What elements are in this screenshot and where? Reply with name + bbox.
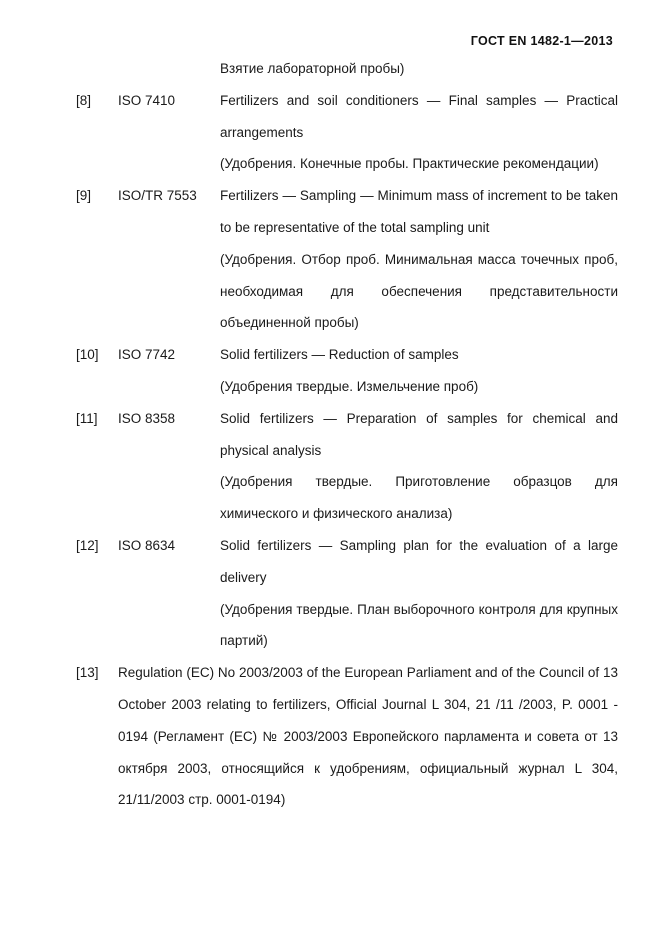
reference-entry-9 xyxy=(76,180,618,339)
ref-code: ISO 7410 xyxy=(118,92,176,108)
ref-texts xyxy=(220,180,618,339)
ref-title: Regulation (EC) No 2003/2003 of the European Parliament and of the Council of 13 October 2003 relating to fertilizers, Official Journal L 304, 21 /11 /2003, P. 0001 - 0194 (Регламент (ЕС) № 2003/2003 Европейского парламента и совета от 13 октября 2003, относящийся к удобрениям, официальный журнал L 304, 21/11/2003 стр. 0001-0194) xyxy=(118,665,618,808)
ref-number: [10] xyxy=(76,347,99,363)
ref-code: ISO 7742 xyxy=(118,347,176,363)
reference-entry-11 xyxy=(76,403,618,530)
ref-title-en: Solid fertilizers — Preparation of samples for chemical and physical analysis xyxy=(220,410,618,458)
ref-number: [13] xyxy=(76,665,99,681)
ref-title-ru: (Удобрения. Конечные пробы. Практические рекомендации) xyxy=(220,156,599,172)
ref-texts xyxy=(220,85,618,180)
ref-title-ru: (Удобрения твердые. Измельчение проб) xyxy=(220,378,479,394)
ref-number: [8] xyxy=(76,92,92,108)
reference-entry-12 xyxy=(76,530,618,657)
ref-texts xyxy=(118,657,618,816)
ref-code: ISO 8634 xyxy=(118,537,176,553)
ref-number: [11] xyxy=(76,410,98,426)
ref-texts xyxy=(220,403,618,530)
continuation-line: Взятие лабораторной пробы) xyxy=(220,61,405,76)
ref-texts xyxy=(220,530,618,657)
ref-title-en: Fertilizers — Sampling — Minimum mass of increment to be taken to be representative of the total sampling unit xyxy=(220,188,618,235)
ref-number: [9] xyxy=(76,188,92,204)
ref-number: [12] xyxy=(76,537,99,553)
ref-title-ru: (Удобрения твердые. Приготовление образцов для химического и физического анализа) xyxy=(220,474,618,522)
ref-texts xyxy=(220,339,618,403)
reference-entry-10 xyxy=(76,339,618,403)
reference-entry-13 xyxy=(76,657,618,816)
ref-title-en: Fertilizers and soil conditioners — Final samples — Practical arrangements xyxy=(220,92,618,140)
ref-code: ISO 8358 xyxy=(118,410,176,426)
ref-title-en: Solid fertilizers — Sampling plan for the evaluation of a large delivery xyxy=(220,537,618,585)
ref-code: ISO/TR 7553 xyxy=(118,188,197,204)
bibliography-list xyxy=(76,53,618,816)
ref-title-ru: (Удобрения. Отбор проб. Минимальная масса точечных проб, необходимая для обеспечения представительности объединенной пробы) xyxy=(220,251,618,331)
doc-code-header: ГОСТ EN 1482-1—2013 xyxy=(470,34,613,48)
ref-title-ru: (Удобрения твердые. План выборочного контроля для крупных партий) xyxy=(220,601,618,649)
reference-entry-8 xyxy=(76,85,618,180)
ref-title-en: Solid fertilizers — Reduction of samples xyxy=(220,347,459,363)
